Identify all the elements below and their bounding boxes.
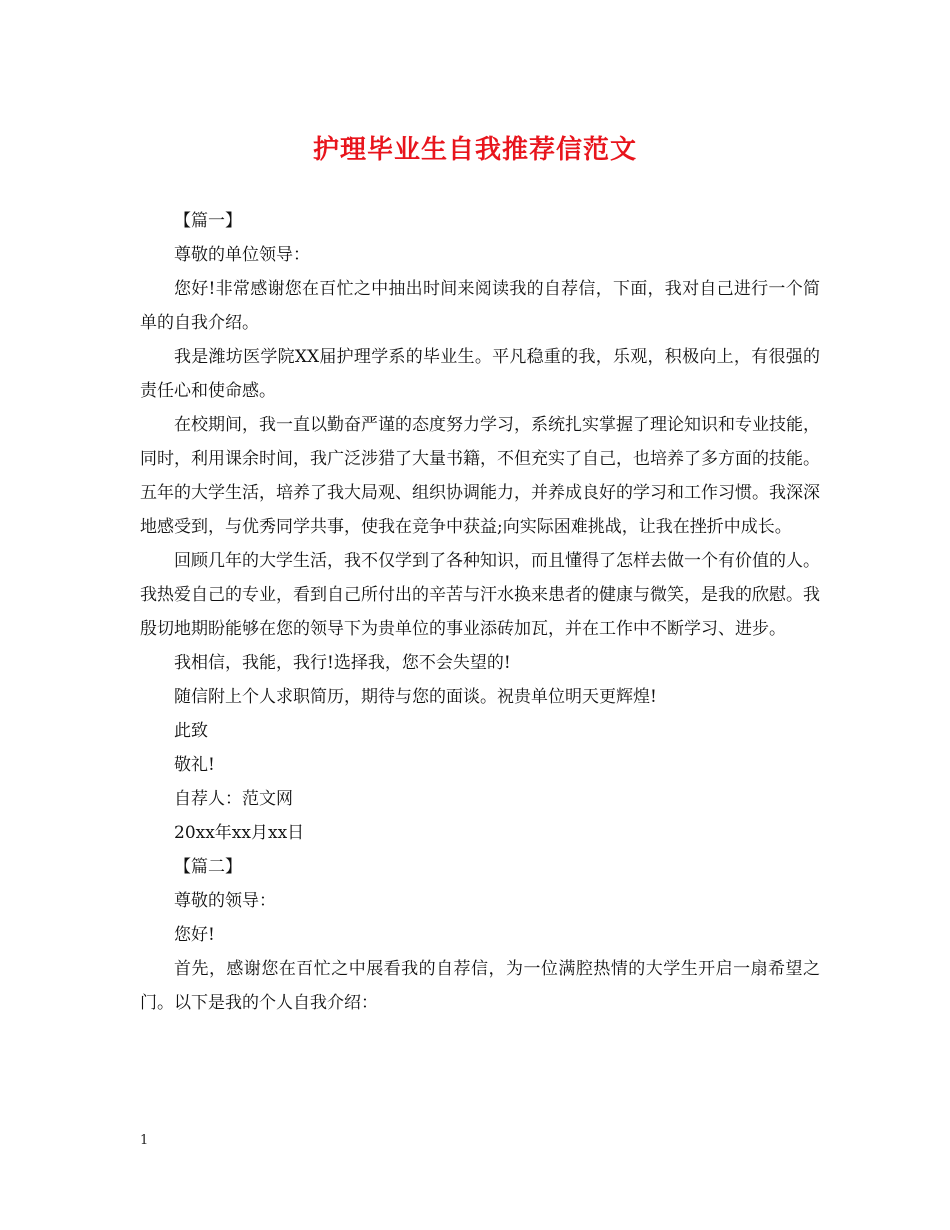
paragraph: 在校期间，我一直以勤奋严谨的态度努力学习，系统扎实掌握了理论知识和专业技能，同时，利用课余时间，我广泛涉猎了大量书籍，不但充实了自己，也培养了多方面的技能。五年的大学生活，培养了我大局观、组织协调能力，并养成良好的学习和工作习惯。我深深地感受到，与优秀同学共事，使我在竞争中获益;向实际困难挑战，让我在挫折中成长。 xyxy=(140,415,820,537)
closing-line: 此致 xyxy=(174,721,208,741)
greeting: 您好! xyxy=(174,925,215,945)
section-heading-1: 【篇一】 xyxy=(174,211,242,231)
closing-line: 敬礼! xyxy=(174,755,215,775)
paragraph: 回顾几年的大学生活，我不仅学到了各种知识，而且懂得了怎样去做一个有价值的人。我热爱自己的专业，看到自己所付出的辛苦与汗水换来患者的健康与微笑，是我的欣慰。我殷切地期盼能够在您的领导下为贵单位的事业添砖加瓦，并在工作中不断学习、进步。 xyxy=(140,551,820,639)
section-heading-2: 【篇二】 xyxy=(174,857,242,877)
paragraph: 我相信，我能，我行!选择我，您不会失望的! xyxy=(174,653,511,673)
date-line: 20xx年xx月xx日 xyxy=(174,823,305,843)
paragraph: 我是潍坊医学院XX届护理学系的毕业生。平凡稳重的我，乐观，积极向上，有很强的责任心和使命感。 xyxy=(140,347,820,401)
salutation: 尊敬的单位领导： xyxy=(174,245,310,265)
document-title: 护理毕业生自我推荐信范文 xyxy=(312,135,637,165)
paragraph: 您好!非常感谢您在百忙之中抽出时间来阅读我的自荐信，下面，我对自己进行一个简单的自我介绍。 xyxy=(140,279,820,333)
paragraph: 随信附上个人求职简历，期待与您的面谈。祝贵单位明天更辉煌! xyxy=(174,687,657,707)
signature-line: 自荐人：范文网 xyxy=(174,789,293,809)
page-number: 1 xyxy=(140,1133,149,1148)
paragraph: 首先，感谢您在百忙之中展看我的自荐信，为一位满腔热情的大学生开启一扇希望之门。以下是我的个人自我介绍： xyxy=(140,959,820,1013)
document-body xyxy=(140,204,820,1020)
salutation: 尊敬的领导： xyxy=(174,891,276,911)
